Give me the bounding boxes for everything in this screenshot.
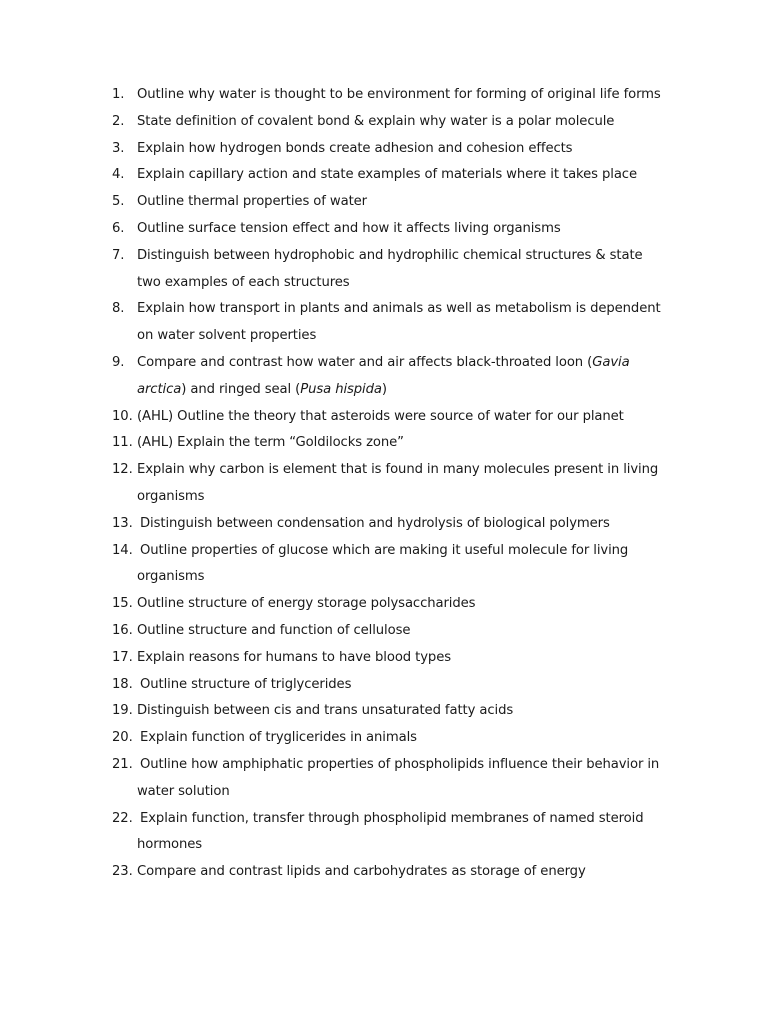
question-text bbox=[137, 752, 692, 806]
question-number: 5. bbox=[112, 194, 125, 210]
question-text-segment: organisms bbox=[137, 569, 205, 585]
question-line bbox=[137, 672, 692, 699]
question-line bbox=[137, 189, 692, 216]
question-text bbox=[137, 672, 692, 699]
question-number: 23. bbox=[112, 864, 133, 880]
question-item bbox=[112, 82, 692, 109]
question-line bbox=[137, 109, 692, 136]
question-item bbox=[112, 189, 692, 216]
question-item bbox=[112, 618, 692, 645]
question-text-segment: Outline thermal properties of water bbox=[137, 194, 367, 210]
question-number: 11. bbox=[112, 435, 133, 451]
question-line bbox=[137, 538, 692, 565]
question-line bbox=[137, 779, 692, 806]
question-line bbox=[137, 859, 692, 886]
question-line bbox=[137, 404, 692, 431]
question-line bbox=[137, 350, 692, 377]
question-line bbox=[137, 243, 692, 270]
question-number: 14. bbox=[112, 542, 133, 558]
question-text bbox=[137, 82, 692, 109]
question-line bbox=[137, 698, 692, 725]
question-item bbox=[112, 404, 692, 431]
question-text-segment: Explain how transport in plants and animals as well as metabolism is dependent bbox=[137, 301, 661, 317]
question-number: 13. bbox=[112, 515, 133, 531]
question-number: 18. bbox=[112, 676, 133, 692]
question-number: 6. bbox=[112, 220, 125, 236]
question-line bbox=[137, 216, 692, 243]
question-line bbox=[137, 752, 692, 779]
question-text-segment: Outline structure of triglycerides bbox=[140, 676, 352, 692]
question-line bbox=[137, 511, 692, 538]
question-text bbox=[137, 430, 692, 457]
question-line bbox=[137, 270, 692, 297]
question-text bbox=[137, 162, 692, 189]
question-text bbox=[137, 618, 692, 645]
question-text-segment: Explain capillary action and state examples of materials where it takes place bbox=[137, 167, 637, 183]
question-line bbox=[137, 136, 692, 163]
question-text bbox=[137, 350, 692, 404]
question-number: 1. bbox=[112, 87, 125, 102]
question-text-segment: Outline properties of glucose which are making it useful molecule for living bbox=[140, 542, 629, 558]
question-item bbox=[112, 296, 692, 350]
question-item bbox=[112, 859, 692, 886]
question-line bbox=[137, 806, 692, 833]
question-number: 8. bbox=[112, 301, 125, 317]
question-item bbox=[112, 725, 692, 752]
question-text-segment: Explain why carbon is element that is found in many molecules present in living bbox=[137, 462, 659, 478]
question-item bbox=[112, 457, 692, 511]
question-number: 3. bbox=[112, 140, 125, 156]
question-text bbox=[137, 806, 692, 860]
question-line bbox=[137, 564, 692, 591]
question-text-segment: hormones bbox=[137, 837, 203, 853]
question-text bbox=[137, 296, 692, 350]
question-item bbox=[112, 538, 692, 592]
question-item bbox=[112, 162, 692, 189]
italic-species-name: Gavia bbox=[592, 354, 630, 370]
italic-species-name: Pusa hispida bbox=[300, 381, 382, 397]
question-text-segment: Explain reasons for humans to have blood types bbox=[137, 649, 451, 665]
question-text bbox=[137, 538, 692, 592]
question-text-segment: Outline surface tension effect and how it affects living organisms bbox=[137, 220, 561, 236]
question-line bbox=[137, 296, 692, 323]
question-number: 22. bbox=[112, 810, 133, 826]
question-number: 19. bbox=[112, 703, 133, 719]
question-text bbox=[137, 591, 692, 618]
question-number: 17. bbox=[112, 649, 133, 665]
question-text bbox=[137, 859, 692, 886]
question-item bbox=[112, 243, 692, 297]
question-text-segment: Compare and contrast how water and air affects black-throated loon ( bbox=[137, 354, 593, 370]
question-text-segment: State definition of covalent bond & explain why water is a polar molecule bbox=[137, 113, 615, 129]
question-line bbox=[137, 725, 692, 752]
question-text-segment: (AHL) Outline the theory that asteroids were source of water for our planet bbox=[137, 408, 624, 424]
question-text-segment: Outline why water is thought to be environment for forming of original life forms bbox=[137, 87, 661, 102]
question-text bbox=[137, 645, 692, 672]
question-item bbox=[112, 698, 692, 725]
question-number: 16. bbox=[112, 622, 133, 638]
question-number: 12. bbox=[112, 462, 133, 478]
question-line bbox=[137, 484, 692, 511]
question-text bbox=[137, 189, 692, 216]
question-number: 10. bbox=[112, 408, 133, 424]
question-text-segment: Distinguish between hydrophobic and hydrophilic chemical structures & state bbox=[137, 247, 643, 263]
question-item bbox=[112, 216, 692, 243]
question-item bbox=[112, 806, 692, 860]
question-text-segment: Distinguish between cis and trans unsaturated fatty acids bbox=[137, 703, 514, 719]
question-text-segment: Explain function of tryglicerides in animals bbox=[140, 730, 417, 746]
question-text-segment: on water solvent properties bbox=[137, 328, 317, 344]
question-line bbox=[137, 162, 692, 189]
question-number: 4. bbox=[112, 167, 125, 183]
question-text bbox=[137, 457, 692, 511]
question-number: 21. bbox=[112, 756, 133, 772]
italic-species-name: arctica bbox=[137, 381, 182, 397]
question-item bbox=[112, 430, 692, 457]
question-text bbox=[137, 136, 692, 163]
question-text-segment: two examples of each structures bbox=[137, 274, 350, 290]
question-text bbox=[137, 243, 692, 297]
question-text-segment: Explain function, transfer through phospholipid membranes of named steroid bbox=[140, 810, 644, 826]
question-item bbox=[112, 350, 692, 404]
question-line bbox=[137, 591, 692, 618]
question-text bbox=[137, 698, 692, 725]
question-item bbox=[112, 672, 692, 699]
question-item bbox=[112, 645, 692, 672]
question-list bbox=[112, 82, 692, 886]
question-text bbox=[137, 109, 692, 136]
question-text bbox=[137, 725, 692, 752]
question-text-segment: Outline structure and function of cellulose bbox=[137, 622, 411, 638]
question-text-segment: water solution bbox=[137, 783, 230, 799]
question-line bbox=[137, 645, 692, 672]
question-item bbox=[112, 136, 692, 163]
question-number: 20. bbox=[112, 730, 133, 746]
question-text-segment: Compare and contrast lipids and carbohydrates as storage of energy bbox=[137, 864, 586, 880]
question-text-segment: organisms bbox=[137, 488, 205, 504]
question-line bbox=[137, 377, 692, 404]
question-line bbox=[137, 457, 692, 484]
question-number: 9. bbox=[112, 354, 125, 370]
question-number: 2. bbox=[112, 113, 125, 129]
question-text-segment: Outline structure of energy storage polysaccharides bbox=[137, 596, 476, 612]
question-text-segment: Distinguish between condensation and hydrolysis of biological polymers bbox=[140, 515, 610, 531]
question-number: 15. bbox=[112, 596, 133, 612]
question-text bbox=[137, 216, 692, 243]
question-text-segment: Outline how amphiphatic properties of phospholipids influence their behavior in bbox=[140, 756, 660, 772]
question-item bbox=[112, 511, 692, 538]
question-line bbox=[137, 82, 692, 109]
question-text-segment: Explain how hydrogen bonds create adhesion and cohesion effects bbox=[137, 140, 573, 156]
question-text-segment: ) and ringed seal ( bbox=[181, 381, 301, 397]
question-text bbox=[137, 404, 692, 431]
question-item bbox=[112, 752, 692, 806]
question-text-segment: (AHL) Explain the term “Goldilocks zone” bbox=[137, 435, 404, 451]
question-number: 7. bbox=[112, 247, 125, 263]
question-line bbox=[137, 832, 692, 859]
question-line bbox=[137, 323, 692, 350]
question-text bbox=[137, 511, 692, 538]
question-line bbox=[137, 430, 692, 457]
question-item bbox=[112, 109, 692, 136]
question-item bbox=[112, 591, 692, 618]
question-line bbox=[137, 618, 692, 645]
question-text-segment: ) bbox=[381, 381, 387, 397]
